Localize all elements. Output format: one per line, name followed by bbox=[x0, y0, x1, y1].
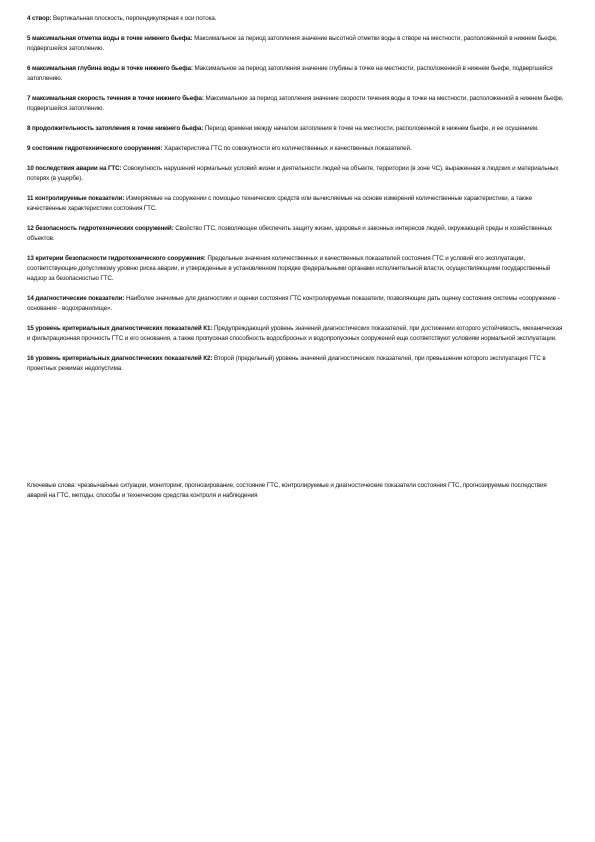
definition-term: 14 диагностические показатели: bbox=[27, 295, 125, 302]
definition-text: Измеряемые на сооружении с помощью технических средств или вычисляемые на основе измерений количественные характеристики, а также качественные характеристики состояния ГТС. bbox=[27, 195, 532, 212]
definition-entry bbox=[27, 64, 565, 84]
definition-entry bbox=[27, 324, 565, 344]
definition-text: Предельные значения количественных и качественных показателей состояния ГТС и условий его эксплуатации, соответствующие допустимому уровню риска аварии, и утвержденные в установленном порядке федеральными органами исполнительной власти, осуществляющими государственный надзор за безопасностью ГТС. bbox=[27, 255, 551, 282]
definition-term: 10 последствия аварии на ГТС: bbox=[27, 165, 122, 172]
definition-text: Максимальное за период затопления значение высотной отметки воды в створе на местности, расположенной в нижнем бьефе, подвергшейся затоплению. bbox=[27, 35, 558, 52]
definition-text: Характеристика ГТС по совокупности его количественных и качественных показателей. bbox=[162, 145, 412, 152]
definition-term: 16 уровень критериальных диагностических показателей К2: bbox=[27, 355, 213, 362]
definition-text: Наиболее значимые для диагностики и оценки состояния ГТС контролируемые показатели, позволяющие дать оценку состояния системы «сооружение - основание - водохранилище». bbox=[27, 295, 560, 312]
definition-term: 8 продолжительность затопления в точке нижнего бьефа: bbox=[27, 125, 204, 132]
definition-entry bbox=[27, 194, 565, 214]
definitions-list bbox=[27, 14, 565, 384]
definition-term: 4 створ: bbox=[27, 15, 52, 22]
definition-term: 9 состояние гидротехнического сооружения: bbox=[27, 145, 163, 152]
definition-text: Предупреждающий уровень значений диагностических показателей, при достижении которого устойчивость, механическая и фильтрационная прочность ГТС и его основания, а также пропускная способность водосбросных и водопропускных сооружений еще соответствуют условиям нормальной эксплуатации. bbox=[27, 325, 563, 342]
definition-term: 6 максимальная глубина воды в точке нижнего бьефа: bbox=[27, 65, 193, 72]
definition-entry bbox=[27, 164, 565, 184]
definition-entry bbox=[27, 14, 565, 24]
definition-text: Совокупность нарушений нормальных условий жизни и деятельности людей на объекте, территории (в зоне ЧС), выраженная в людских и материальных потерях (в ущербе). bbox=[27, 165, 559, 182]
definition-entry bbox=[27, 34, 565, 54]
keywords-paragraph: Ключевые слова: чрезвычайные ситуации, мониторинг, прогнозирование, состояние ГТС, контролируемые и диагностические показатели состояния ГТС, прогнозируемые последствия аварий на ГТС, методы, способы и технические средства контроля и наблюдения bbox=[27, 482, 547, 499]
definition-entry bbox=[27, 254, 565, 284]
definition-entry bbox=[27, 94, 565, 114]
definition-text: Второй (предельный) уровень значений диагностических показателей, при превышении которого эксплуатация ГТС в проектных режимах недопустима. bbox=[27, 355, 546, 372]
definition-text: Максимальное за период затопления значение скорости течения воды в точке на местности, расположенной в нижнем бьефе, подвергшейся затоплению. bbox=[27, 95, 564, 112]
definition-term: 7 максимальная скорость течения в точке нижнего бьефа: bbox=[27, 95, 204, 102]
definition-text: Период времени между началом затопления в точке на местности, расположенной в нижнем бьефе, и ее осушением. bbox=[203, 125, 539, 132]
definition-entry bbox=[27, 124, 565, 134]
definition-entry bbox=[27, 144, 565, 154]
definition-text: Свойство ГТС, позволяющее обеспечить защиту жизни, здоровья и законных интересов людей, окружающей среды и хозяйственных объектов. bbox=[27, 225, 552, 242]
definition-text: Вертикальная плоскость, перпендикулярная к оси потока. bbox=[51, 15, 217, 22]
definition-entry bbox=[27, 354, 565, 374]
definition-term: 11 контролируемые показатели: bbox=[27, 195, 125, 202]
definition-term: 5 максимальная отметка воды в точке нижнего бьефа: bbox=[27, 35, 193, 42]
definition-entry bbox=[27, 224, 565, 244]
definition-term: 15 уровень критериальных диагностических показателей К1: bbox=[27, 325, 213, 332]
definition-entry bbox=[27, 294, 565, 314]
definition-term: 12 безопасность гидротехнических сооружений: bbox=[27, 225, 174, 232]
definition-term: 13 критерии безопасности гидротехнического сооружения: bbox=[27, 255, 206, 262]
definition-text: Максимальное за период затопления значение глубины в точке на местности, расположенной в нижнем бьефе, подвергшейся затоплению. bbox=[27, 65, 553, 82]
